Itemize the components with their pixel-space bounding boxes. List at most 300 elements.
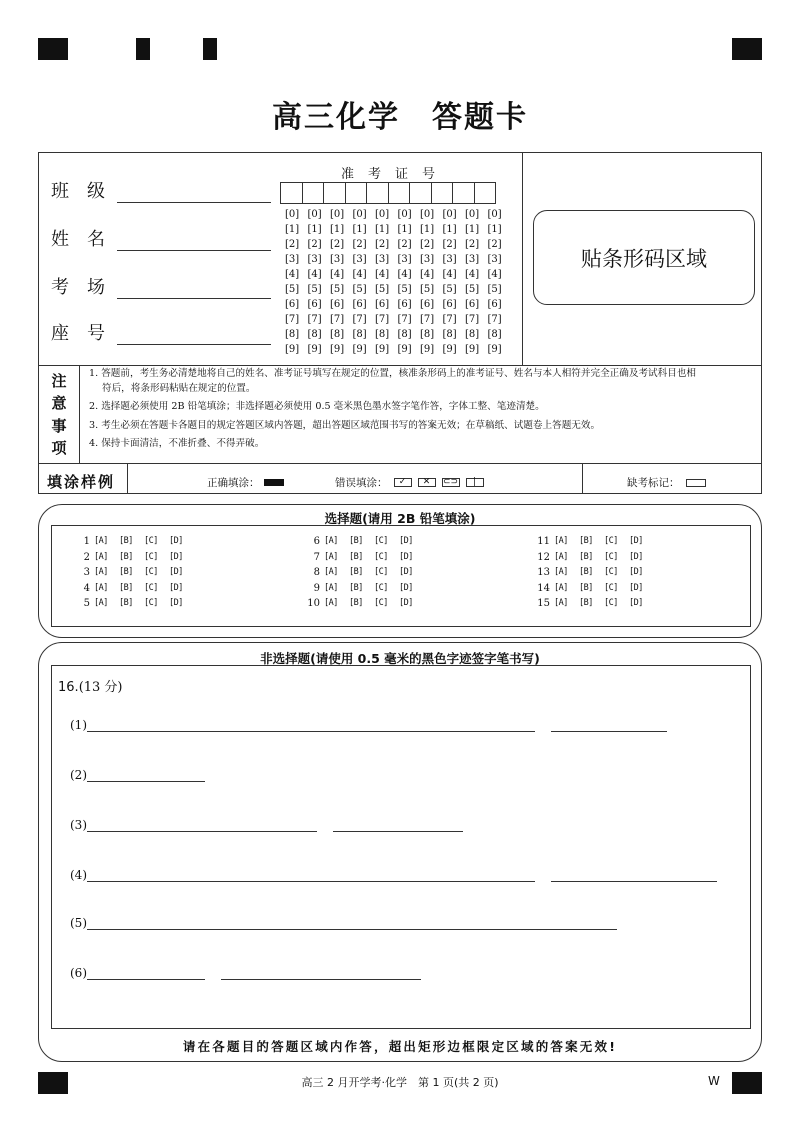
digit-bubble[interactable]: [2] [352,239,367,250]
notice-item: 3. 考生必须在答题卡各题目的规定答题区域内答题，超出答题区域范围书写的答案无效；在草稿纸、试题卷上答题无效。 [89,419,601,431]
part-label: (3) [70,818,87,832]
answer-blank[interactable] [551,719,667,732]
mc-question-row [532,552,654,568]
absent-checkbox[interactable] [686,479,706,487]
notice-label-char: 意 [51,394,67,413]
mc-question-number: 12 [537,551,550,563]
question-16-header [58,676,123,695]
digit-bubble[interactable]: [5] [375,284,390,295]
mc-option-bubble[interactable]: [D] [399,582,413,593]
mc-option-bubble[interactable]: [B] [579,598,593,608]
digit-bubble[interactable]: [0] [442,209,457,220]
mc-question-number: 2 [83,551,90,563]
digit-bubble[interactable]: [9] [352,344,367,355]
notice-item [89,367,757,397]
digit-bubble[interactable]: [3] [487,254,502,265]
digit-row [285,284,510,299]
seat-label: 座 号 [51,323,105,344]
exam-room-input-line[interactable] [117,281,271,299]
notice-item: 4. 保持卡面清洁，不准折叠、不得弄破。 [89,437,265,449]
mc-option-bubble[interactable]: [C] [374,536,388,546]
digit-bubble[interactable]: [2] [285,239,300,250]
barcode-area: 贴条形码区域 [533,210,755,305]
mc-question-row [72,536,194,552]
digit-bubble[interactable]: [4] [397,269,412,280]
digit-bubble[interactable]: [3] [352,254,367,265]
part-label: (6) [70,966,87,980]
digit-bubble[interactable]: [7] [285,314,300,325]
page-title [0,92,800,136]
exam-number-boxes [281,182,496,204]
mc-option-bubble[interactable]: [A] [324,598,338,608]
mc-option-bubble[interactable]: [D] [169,598,183,608]
part-label: (4) [70,868,87,882]
mc-option-bubble[interactable]: [C] [374,567,388,577]
digit-bubble[interactable]: [9] [285,344,300,355]
mc-option-bubble[interactable]: [A] [324,582,338,593]
mc-option-bubble[interactable]: [C] [144,582,158,593]
mc-question-number: 9 [313,582,320,594]
mc-option-bubble[interactable]: [A] [324,567,338,577]
digit-bubble[interactable]: [6] [307,299,322,310]
digit-row [285,224,510,239]
check-mark-icon: ✓ [394,478,412,487]
mc-option-bubble[interactable]: [C] [604,551,618,562]
class-label: 班 级 [51,181,105,202]
digit-bubble[interactable]: [8] [420,329,435,340]
mc-option-bubble[interactable]: [B] [349,551,363,562]
exam-number-box[interactable] [474,182,497,204]
digit-bubble[interactable]: [6] [352,299,367,310]
digit-bubble[interactable]: [7] [330,314,345,325]
digit-bubble[interactable]: [3] [375,254,390,265]
digit-bubble[interactable]: [5] [442,284,457,295]
divider [39,365,761,366]
part-label: (1) [70,718,87,732]
digit-bubble[interactable]: [7] [352,314,367,325]
digit-bubble[interactable]: [0] [285,209,300,220]
digit-bubble[interactable]: [4] [420,269,435,280]
mc-option-bubble[interactable]: [A] [94,582,108,593]
digit-bubble[interactable]: [9] [420,344,435,355]
mc-option-bubble[interactable]: [A] [554,598,568,608]
digit-bubble[interactable]: [1] [352,224,367,235]
mc-question-row [302,552,424,568]
mc-option-bubble[interactable]: [B] [579,567,593,577]
digit-row [285,329,510,344]
mc-question-row [72,552,194,568]
digit-bubble[interactable]: [1] [420,224,435,235]
answer-blank[interactable] [551,869,717,882]
digit-bubble[interactable]: [5] [330,284,345,295]
mc-question-row [302,598,424,614]
exam-number-box[interactable] [409,182,432,204]
digit-bubble[interactable]: [0] [352,209,367,220]
digit-bubble[interactable]: [1] [375,224,390,235]
answer-blank[interactable] [87,917,617,930]
mc-question-row [72,598,194,614]
digit-row [285,209,510,224]
mc-option-bubble[interactable]: [D] [399,551,413,562]
notice-list [89,367,757,455]
mc-option-bubble[interactable]: [B] [119,536,133,546]
divider [582,463,583,494]
divider [127,463,128,494]
seat-field[interactable] [51,319,271,345]
digit-bubble[interactable]: [9] [330,344,345,355]
mc-option-bubble[interactable]: [B] [349,582,363,593]
exam-room-field[interactable] [51,273,271,299]
digit-bubble[interactable]: [0] [397,209,412,220]
digit-bubble[interactable]: [2] [465,239,480,250]
digit-bubble[interactable]: [9] [397,344,412,355]
title-subject: 高三化学 [272,100,400,135]
digit-row [285,299,510,314]
digit-bubble[interactable]: [1] [285,224,300,235]
digit-row [285,239,510,254]
mc-question-row [302,536,424,552]
mc-option-bubble[interactable]: [B] [349,598,363,608]
answer-blank[interactable] [333,819,463,832]
mc-option-bubble[interactable]: [D] [169,551,183,562]
mc-column [532,536,654,614]
digit-bubble[interactable]: [6] [465,299,480,310]
digit-bubble[interactable]: [0] [375,209,390,220]
answer-part-6[interactable] [70,966,421,980]
digit-bubble[interactable]: [1] [487,224,502,235]
mc-option-bubble[interactable]: [D] [629,598,643,608]
digit-bubble[interactable]: [7] [397,314,412,325]
digit-bubble[interactable]: [7] [442,314,457,325]
mc-option-bubble[interactable]: [D] [629,536,643,546]
digit-bubble[interactable]: [2] [375,239,390,250]
mc-option-bubble[interactable]: [A] [94,551,108,562]
mc-option-bubble[interactable]: [C] [374,551,388,562]
digit-bubble[interactable]: [6] [487,299,502,310]
notice-label-char: 项 [51,439,67,458]
mc-option-bubble[interactable]: [A] [94,536,108,546]
digit-bubble[interactable]: [3] [397,254,412,265]
digit-bubble[interactable]: [2] [307,239,322,250]
mc-option-bubble[interactable]: [C] [374,598,388,608]
mc-option-bubble[interactable]: [C] [604,598,618,608]
wrong-fill-sample [335,475,484,490]
digit-bubble[interactable]: [2] [420,239,435,250]
mc-option-bubble[interactable]: [A] [554,536,568,546]
multiple-choice-title: 选择题(请用 2B 铅笔填涂) [324,511,476,526]
digit-bubble[interactable]: [1] [442,224,457,235]
mc-option-bubble[interactable]: [B] [119,567,133,577]
mc-question-row [532,567,654,583]
exam-number-title: 准考证号 [341,167,450,182]
digit-bubble[interactable]: [3] [307,254,322,265]
absent-label: 缺考标记： [627,477,680,489]
digit-bubble[interactable]: [8] [375,329,390,340]
digit-bubble[interactable]: [5] [465,284,480,295]
answer-blank[interactable] [87,967,205,980]
digit-bubble[interactable]: [5] [397,284,412,295]
mc-option-bubble[interactable]: [B] [579,551,593,562]
exam-number-digit-grid [285,209,510,359]
mc-option-bubble[interactable]: [C] [144,536,158,546]
digit-bubble[interactable]: [6] [375,299,390,310]
position-mark-top-right [732,38,762,60]
digit-bubble[interactable]: [8] [397,329,412,340]
answer-part-4[interactable] [70,868,717,882]
question-number: 16. [58,680,79,695]
absent-mark [627,475,706,490]
question-points: (13 分) [78,680,123,695]
answer-part-3[interactable] [70,818,463,832]
mc-question-row [302,567,424,583]
mc-question-row [532,536,654,552]
wrong-fill-label: 错误填涂： [335,477,388,489]
mc-option-bubble[interactable]: [B] [119,598,133,608]
exam-number-box[interactable] [302,182,325,204]
position-mark-top-3 [203,38,217,60]
mc-option-bubble[interactable]: [C] [144,567,158,577]
mc-option-bubble[interactable]: [D] [629,551,643,562]
digit-bubble[interactable]: [4] [375,269,390,280]
digit-bubble[interactable]: [5] [420,284,435,295]
answer-area-q16[interactable] [51,665,751,1029]
mc-option-bubble[interactable]: [D] [169,536,183,546]
digit-bubble[interactable]: [8] [307,329,322,340]
digit-bubble[interactable]: [8] [487,329,502,340]
line-mark-icon: | [466,478,484,487]
class-input-line[interactable] [117,185,271,203]
answer-blank[interactable] [221,967,421,980]
exam-number-box[interactable] [280,182,303,204]
part-label: (5) [70,916,87,930]
answer-blank[interactable] [87,869,535,882]
digit-bubble[interactable]: [0] [307,209,322,220]
digit-bubble[interactable]: [1] [307,224,322,235]
answer-blank[interactable] [87,769,205,782]
mc-option-bubble[interactable]: [C] [604,536,618,546]
digit-bubble[interactable]: [8] [442,329,457,340]
non-choice-section [38,642,762,1062]
mc-option-bubble[interactable]: [A] [324,551,338,562]
digit-bubble[interactable]: [0] [420,209,435,220]
part-label: (2) [70,768,87,782]
digit-bubble[interactable]: [3] [420,254,435,265]
digit-bubble[interactable]: [8] [465,329,480,340]
notice-label-char: 注 [51,371,67,390]
mc-question-number: 10 [307,598,320,609]
mc-option-bubble[interactable]: [A] [94,567,108,577]
correct-fill-sample [207,475,284,490]
digit-bubble[interactable]: [6] [285,299,300,310]
digit-row [285,269,510,284]
mc-option-bubble[interactable]: [A] [554,582,568,593]
divider [39,463,761,464]
digit-bubble[interactable]: [7] [307,314,322,325]
digit-bubble[interactable]: [6] [442,299,457,310]
non-choice-title: 非选择题(请使用 0.5 毫米的黑色字迹签字笔书写) [260,651,540,666]
mc-option-bubble[interactable]: [C] [374,582,388,593]
digit-bubble[interactable]: [6] [397,299,412,310]
answer-part-1[interactable] [70,718,667,732]
mc-option-bubble[interactable]: [C] [144,551,158,562]
name-label: 姓 名 [51,229,105,250]
mc-option-bubble[interactable]: [D] [629,567,643,577]
digit-bubble[interactable]: [4] [487,269,502,280]
mc-option-bubble[interactable]: [B] [349,536,363,546]
digit-bubble[interactable]: [6] [330,299,345,310]
mc-option-bubble[interactable]: [A] [554,551,568,562]
mc-option-bubble[interactable]: [B] [119,582,133,593]
digit-bubble[interactable]: [4] [352,269,367,280]
mc-question-number: 6 [313,536,320,547]
mc-option-bubble[interactable]: [A] [94,598,108,608]
mc-option-bubble[interactable]: [C] [604,567,618,577]
mc-option-bubble[interactable]: [B] [579,582,593,593]
position-mark-top-2 [136,38,150,60]
digit-bubble[interactable]: [4] [307,269,322,280]
notice-label-char: 事 [51,416,67,435]
footer-code: W [708,1074,720,1088]
digit-bubble[interactable]: [8] [352,329,367,340]
mc-column [302,536,424,614]
name-field[interactable] [51,225,271,251]
mc-question-number: 13 [537,567,550,578]
mc-question-number: 11 [537,536,550,547]
multiple-choice-section [38,504,762,638]
digit-bubble[interactable]: [9] [375,344,390,355]
answer-blank[interactable] [87,819,317,832]
mc-question-number: 4 [83,582,90,594]
digit-bubble[interactable]: [2] [397,239,412,250]
filled-box-icon [264,479,284,486]
mc-option-bubble[interactable]: [B] [119,551,133,562]
digit-bubble[interactable]: [2] [487,239,502,250]
digit-bubble[interactable]: [3] [442,254,457,265]
mc-option-bubble[interactable]: [D] [399,536,413,546]
digit-bubble[interactable]: [9] [442,344,457,355]
digit-bubble[interactable]: [9] [465,344,480,355]
title-card: 答题卡 [432,100,528,135]
mc-option-bubble[interactable]: [D] [399,598,413,608]
mc-option-bubble[interactable]: [B] [579,536,593,546]
digit-bubble[interactable]: [1] [397,224,412,235]
digit-bubble[interactable]: [8] [285,329,300,340]
digit-bubble[interactable]: [2] [330,239,345,250]
answer-part-5[interactable] [70,916,617,930]
mc-question-number: 3 [83,567,90,578]
position-mark-top-left [38,38,68,60]
digit-row [285,344,510,359]
exam-number-box[interactable] [388,182,411,204]
mc-question-number: 5 [83,598,90,609]
seat-input-line[interactable] [117,327,271,345]
mc-option-bubble[interactable]: [A] [324,536,338,546]
digit-bubble[interactable]: [7] [420,314,435,325]
mc-option-bubble[interactable]: [C] [604,582,618,593]
mc-question-number: 8 [313,567,320,578]
answer-blank[interactable] [87,719,535,732]
digit-bubble[interactable]: [1] [465,224,480,235]
digit-bubble[interactable]: [4] [285,269,300,280]
circle-mark-icon: ⊂⊃ [442,477,459,487]
digit-row [285,254,510,269]
mc-option-bubble[interactable]: [D] [169,567,183,577]
exam-number-box[interactable] [323,182,346,204]
divider [522,153,523,365]
cross-mark-icon: ✕ [418,478,436,487]
name-input-line[interactable] [117,233,271,251]
digit-bubble[interactable]: [0] [465,209,480,220]
info-box [38,152,762,494]
notice-text: 1. 答题前，考生务必清楚地将自己的姓名、准考证号填写在规定的位置，核准条形码上的准考证号、姓名与本人相符并完全正确及考试科目也相 [89,368,697,379]
mc-option-bubble[interactable]: [D] [169,582,183,593]
exam-room-label: 考 场 [51,277,105,298]
mc-option-bubble[interactable]: [D] [629,582,643,593]
notice-label [39,365,79,463]
mc-column [72,536,194,614]
digit-bubble[interactable]: [6] [420,299,435,310]
mc-question-number: 14 [537,582,550,594]
divider [79,365,80,463]
mc-question-row [532,583,654,599]
digit-bubble[interactable]: [7] [465,314,480,325]
mc-option-bubble[interactable]: [B] [349,567,363,577]
mc-option-bubble[interactable]: [D] [399,567,413,577]
class-field[interactable] [51,177,271,203]
digit-bubble[interactable]: [1] [330,224,345,235]
digit-bubble[interactable]: [4] [442,269,457,280]
notice-item: 2. 选择题必须使用 2B 铅笔填涂；非选择题必须使用 0.5 毫米黑色墨水签字笔作答，字体工整、笔迹清楚。 [89,401,545,413]
correct-fill-label: 正确填涂： [207,477,260,489]
answer-part-2[interactable] [70,768,205,782]
mc-question-number: 7 [313,551,320,563]
digit-row [285,314,510,329]
digit-bubble[interactable]: [5] [285,284,300,295]
exam-number-box[interactable] [452,182,475,204]
page-footer: 高三 2 月开学考·化学 第 1 页(共 2 页) [301,1076,499,1089]
digit-bubble[interactable]: [0] [330,209,345,220]
digit-bubble[interactable]: [9] [487,344,502,355]
exam-number-box[interactable] [366,182,389,204]
digit-bubble[interactable]: [5] [307,284,322,295]
multiple-choice-grid [51,525,751,627]
digit-bubble[interactable]: [5] [352,284,367,295]
digit-bubble[interactable]: [4] [465,269,480,280]
mc-question-row [532,598,654,614]
digit-bubble[interactable]: [5] [487,284,502,295]
answer-area-warning: 请在各题目的答题区域内作答，超出矩形边框限定区域的答案无效! [182,1039,618,1054]
mc-question-row [302,583,424,599]
digit-bubble[interactable]: [3] [285,254,300,265]
digit-bubble[interactable]: [9] [307,344,322,355]
digit-bubble[interactable]: [3] [330,254,345,265]
fill-sample-label: 填涂样例 [47,473,116,491]
mc-question-row [72,583,194,599]
digit-bubble[interactable]: [0] [487,209,502,220]
exam-number-box[interactable] [345,182,368,204]
digit-bubble[interactable]: [7] [375,314,390,325]
mc-question-number: 1 [83,536,90,547]
digit-bubble[interactable]: [4] [330,269,345,280]
digit-bubble[interactable]: [7] [487,314,502,325]
digit-bubble[interactable]: [8] [330,329,345,340]
mc-option-bubble[interactable]: [A] [554,567,568,577]
mc-option-bubble[interactable]: [C] [144,598,158,608]
notice-text: 符后，将条形码粘贴在规定的位置。 [102,382,256,394]
digit-bubble[interactable]: [2] [442,239,457,250]
exam-number-box[interactable] [431,182,454,204]
digit-bubble[interactable]: [3] [465,254,480,265]
